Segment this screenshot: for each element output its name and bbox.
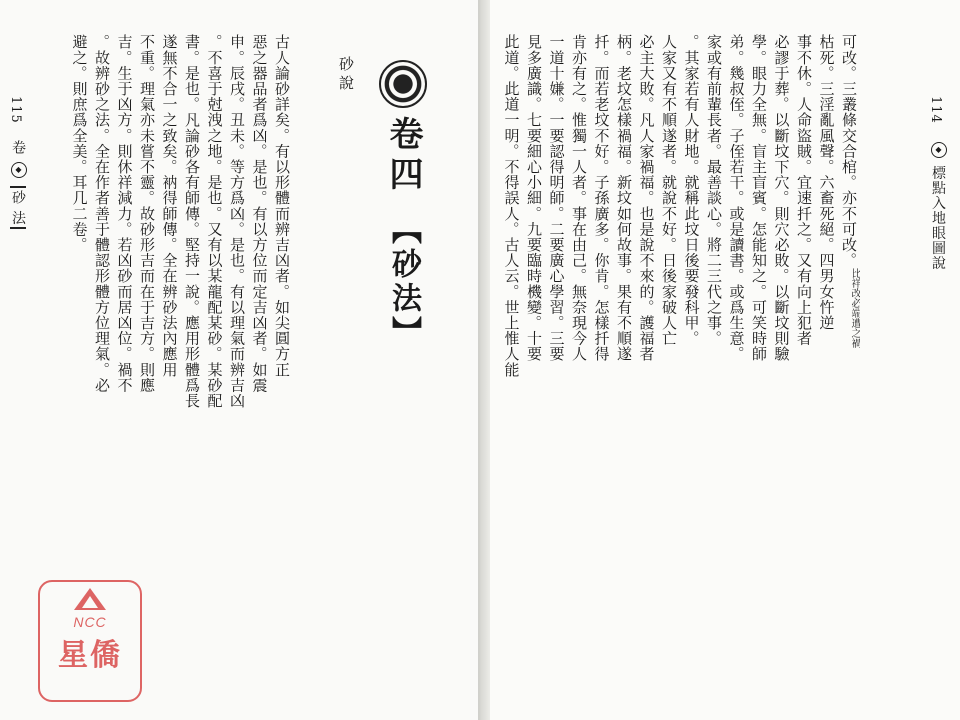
section-heading: 砂說 xyxy=(337,56,355,94)
text-column: 肯亦有之。惟獨一人者。事在由己。無奈現今人 xyxy=(570,34,588,362)
left-running-head-juan: 卷 xyxy=(10,140,26,155)
text-column: 弟。幾叔侄。子侄若干。或是讀書。或爲生意。 xyxy=(727,34,746,362)
text-column: 枯死。三淫亂風聲。六畜死絕。四男女忤逆 xyxy=(817,34,836,331)
left-running-head-section: 砂 法 xyxy=(10,186,26,229)
text-column: 見多廣識。七要細心小細。九要臨時機變。十要 xyxy=(525,34,543,362)
text-column: 此道。此道一明。不得誤人。古人云。世上惟人能 xyxy=(502,34,521,378)
text-column: 避之。則庶爲全美。耳几二卷。 xyxy=(70,34,89,253)
text-column: 書。是也。凡論砂各有師傳。堅持一說。應用形體爲長 xyxy=(183,34,201,409)
left-page xyxy=(0,0,478,720)
text-column: 。故辨砂之法。全在作者善于體認形體方位理氣。必 xyxy=(93,34,111,393)
bracket-open-icon: 【 xyxy=(386,214,421,248)
text-column: 人家又有不順遂者。就說不好。日後家破人亡 xyxy=(660,34,678,346)
text-column: 。其家若有人財地。就稱此坟日後要發科甲。 xyxy=(682,34,701,346)
text-column: 惡之器品者爲凶。是也。有以方位而定吉凶者。如震 xyxy=(250,34,269,393)
interlinear-note: 比祥改必端遭之禍 xyxy=(849,268,860,348)
right-running-head xyxy=(928,140,948,270)
left-running-head xyxy=(8,140,28,229)
ornament-medallion-icon xyxy=(379,60,427,108)
right-text-columns xyxy=(500,34,860,638)
text-column: 扦。而若老坟不好。子孫廣多。你肯。怎樣扦得 xyxy=(592,34,611,362)
text-column: 遂無不合一之致矣。衲得師傳。全在辨砂法內應用 xyxy=(160,34,179,378)
text-column: 申。辰戌。丑未。等方爲凶。是也。有以理氣而辨吉凶 xyxy=(228,34,246,409)
text-column: 必謬于葬。以斷坟下穴。則穴必敗。以斷坟則驗 xyxy=(772,34,791,362)
ornament-icon: ◆ xyxy=(11,162,27,178)
text-column: 。不喜于尅洩之地。是也。又有以某龍配某砂。某砂配 xyxy=(205,34,224,409)
text-column: 必主大敗。凡人家禍福。也是說不來的。護福者 xyxy=(637,34,656,362)
text-column: 家或有前輩長者。最善談心。將二三代之事。 xyxy=(705,34,723,346)
text-column: 不重。理氣亦未嘗不靈。故砂形吉而在于吉方。則應 xyxy=(138,34,156,393)
text-column: 吉。生于凶方。則休祥減力。若凶砂而居凶位。禍不 xyxy=(115,34,134,393)
right-page xyxy=(482,0,960,720)
watermark-abbr: NCC xyxy=(73,614,107,630)
section-title-block xyxy=(380,214,426,350)
left-text-columns xyxy=(68,34,293,672)
section-title: 砂法 xyxy=(386,248,421,316)
ornament-icon: ◆ xyxy=(931,142,947,158)
text-column: 學。眼力全無。盲主盲賓。怎能知之。可笑時師 xyxy=(750,34,768,362)
left-folio: 115 xyxy=(8,96,23,124)
bracket-close-icon: 】 xyxy=(386,316,421,350)
right-folio: 114 xyxy=(928,96,943,124)
right-running-head-text: 標點入地眼圖說 xyxy=(930,165,946,271)
chapter-title: 卷四 xyxy=(383,116,423,196)
text-column: 柄。老坟怎樣禍福。新坟如何故事。果有不順遂 xyxy=(615,34,633,362)
text-column: 古人論砂詳矣。有以形體而辨吉凶者。如尖圓方正 xyxy=(273,34,291,378)
mountain-icon xyxy=(74,588,106,610)
text-column: 事不休。人命盜賊。宜速扦之。又有向上犯者 xyxy=(795,34,813,346)
watermark-logo xyxy=(38,580,142,702)
chapter-title-block xyxy=(372,60,434,350)
text-column: 可改。三叢條交合棺。亦不可改。比祥改必端遭之禍 xyxy=(840,34,860,348)
text-column: 一道十嫌。一要認得明師。二要廣心學習。三要 xyxy=(547,34,566,362)
watermark-text: 星僑 xyxy=(58,638,122,673)
